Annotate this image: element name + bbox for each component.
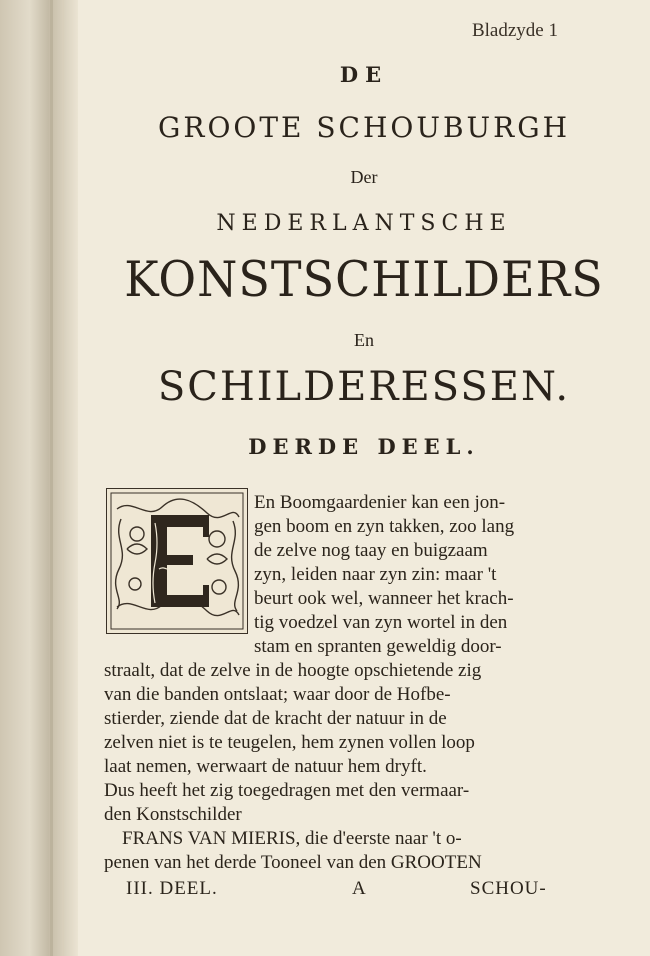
body-line-9: van die banden ontslaat; waar door de Hofbe- bbox=[104, 684, 451, 705]
body-line-11: zelven niet is te teugelen, hem zynen vollen loop bbox=[104, 732, 475, 753]
gutter-edge-line bbox=[62, 0, 64, 956]
body-line-8: straalt, dat de zelve in de hoogte opschietende zig bbox=[104, 660, 482, 681]
body-line-6: tig voedzel van zyn wortel in den bbox=[254, 612, 508, 633]
body-line-14: den Konstschilder bbox=[104, 804, 242, 825]
footer-signature-left: III. DEEL. bbox=[126, 878, 218, 899]
gutter-fold-line bbox=[50, 0, 53, 956]
title-nederlantsche: NEDERLANTSCHE bbox=[216, 211, 512, 236]
body-line-4: zyn, leiden naar zyn zin: maar 't bbox=[254, 564, 497, 585]
body-line-5: beurt ook wel, wanneer het krach- bbox=[254, 588, 514, 609]
body-line-12: laat nemen, werwaart de natuur hem dryft. bbox=[104, 756, 427, 777]
title-groote-schouburgh: GROOTE SCHOUBURGH bbox=[158, 111, 570, 144]
book-page bbox=[78, 0, 650, 956]
title-konstschilders: KONSTSCHILDERS bbox=[124, 250, 604, 308]
body-line-3: de zelve nog taay en buigzaam bbox=[254, 540, 488, 561]
body-line-1: En Boomgaardenier kan een jon- bbox=[254, 492, 506, 513]
body-line-16: penen van het derde Tooneel van den GROOTEN bbox=[104, 852, 482, 873]
body-line-2: gen boom en zyn takken, zoo lang bbox=[254, 516, 515, 537]
footer-catchword: SCHOU- bbox=[470, 878, 547, 899]
body-line-10: stierder, ziende dat de kracht der natuur in de bbox=[104, 708, 447, 729]
title-en: En bbox=[354, 330, 374, 350]
body-line-13: Dus heeft het zig toegedragen met den vermaar- bbox=[104, 780, 470, 801]
footer-signature-mark: A bbox=[352, 878, 366, 899]
title-schilderessen: SCHILDERESSEN. bbox=[157, 364, 571, 410]
title-der: Der bbox=[350, 167, 378, 187]
title-de: DE bbox=[339, 62, 389, 87]
page-gutter bbox=[0, 0, 78, 956]
body-line-7: stam en spranten geweldig door- bbox=[254, 636, 502, 657]
decorated-initial-e-icon bbox=[106, 488, 248, 634]
body-line-15: FRANS VAN MIERIS, die d'eerste naar 't o- bbox=[122, 828, 462, 849]
page-number: Bladzyde 1 bbox=[471, 20, 558, 41]
title-derde-deel: DERDE DEEL. bbox=[248, 434, 480, 459]
